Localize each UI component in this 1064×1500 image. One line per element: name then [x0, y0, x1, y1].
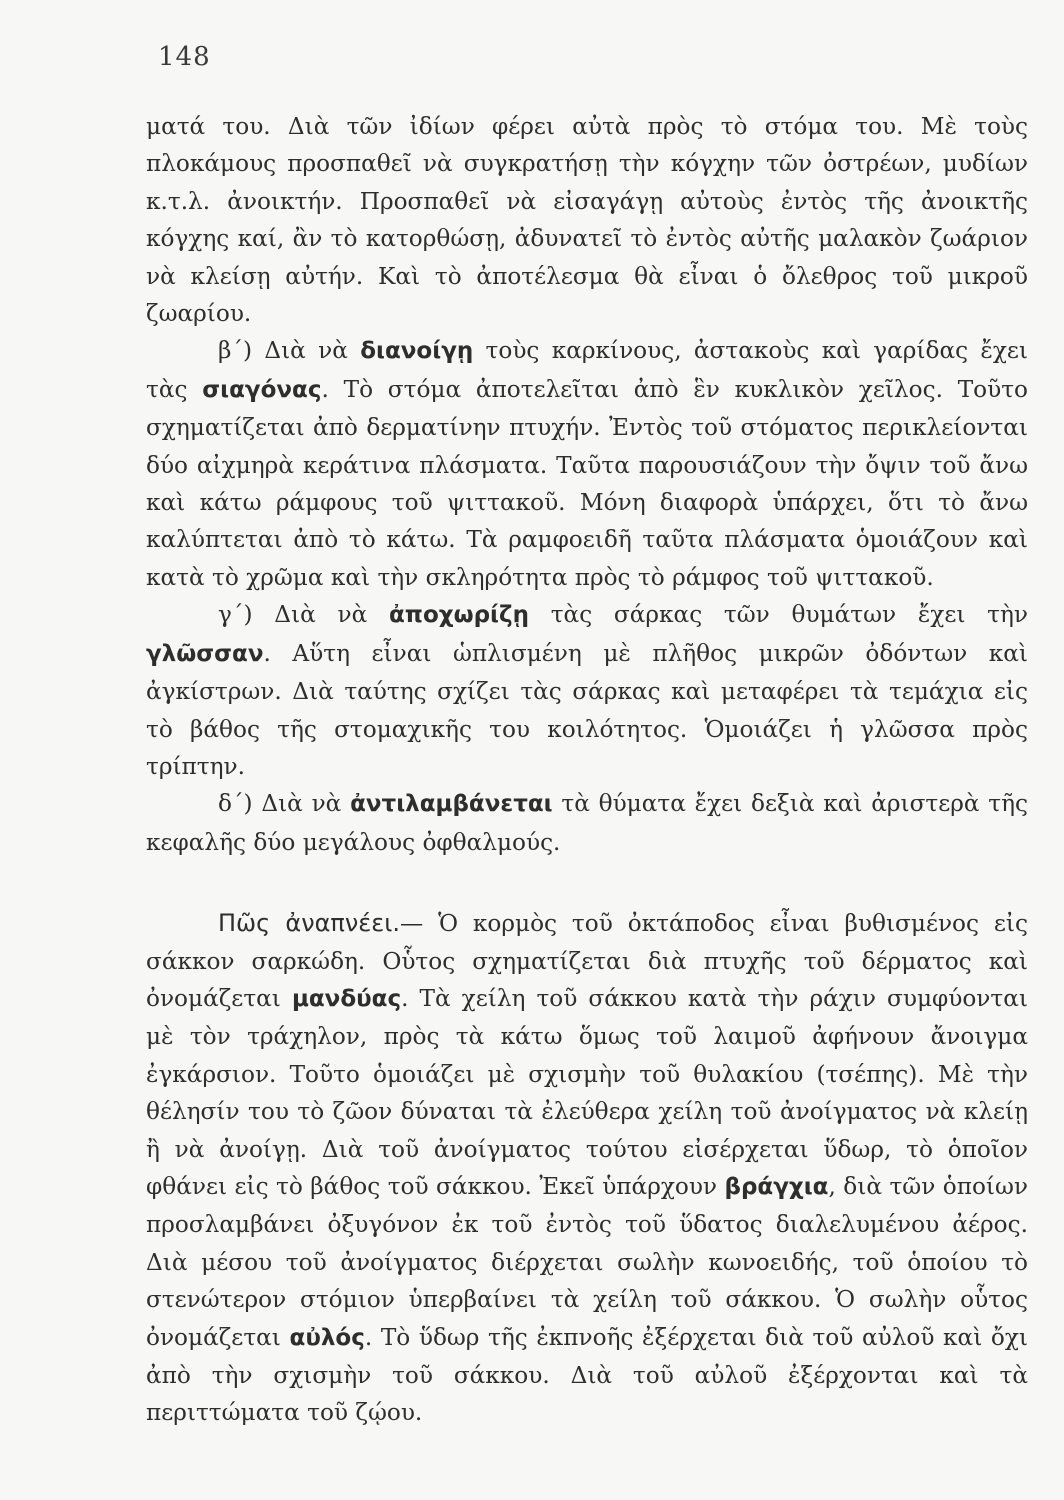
- text-segment: τὰ θύματα ἔχει δεξιὰ καὶ ἀριστερὰ τῆς κεφαλῆς δύο μεγάλους ὀφθαλμούς.: [146, 790, 1028, 856]
- text-segment: . Τὸ ὕδωρ τῆς ἐκπνοῆς ἐξέρχεται διὰ τοῦ αὐλοῦ καὶ ὄχι ἀπὸ τὴν σχισμὴν τοῦ σάκκου. Διὰ τοῦ αὐλοῦ ἐξέρχονται καὶ τὰ περιττώματα τοῦ ζῴου.: [146, 1323, 1029, 1427]
- bold-term: αὐλός: [289, 1324, 365, 1351]
- bold-term: σιαγόνας: [202, 376, 322, 403]
- section-heading: Πῶς ἀναπνέει.: [218, 909, 400, 938]
- text-segment: — Ὁ κορμὸς τοῦ ὀκτάποδος εἶναι βυθισμένος εἰς σάκκον σαρκώδη. Οὗτος σχηματίζεται διὰ πτυχῆς τοῦ δέρματος καὶ ὀνομάζεται: [146, 910, 1028, 1012]
- bold-term: μανδύας: [291, 985, 402, 1012]
- paragraph-p3: [146, 596, 1028, 785]
- text-segment: , διὰ τῶν ὁποίων προσλαμβάνει ὀξυγόνον ἐκ τοῦ ἐντὸς τοῦ ὕδατος διαλελυμένου ἀέρος. Διὰ μέσου τοῦ ἀνοίγματος διέρχεται σωλὴν κωνοειδής, τοῦ ὁποίου τὸ στενώτερον στόμιον ὑπερβαίνει τὰ χείλη τοῦ σάκκου. Ὁ σωλὴν οὗτος ὀνομάζεται: [146, 1172, 1028, 1351]
- text-body: [146, 108, 1028, 1432]
- text-segment: δ΄) Διὰ νὰ: [218, 790, 351, 818]
- bold-term: γλῶσσαν: [146, 640, 264, 667]
- text-segment: ματά του. Διὰ τῶν ἰδίων φέρει αὐτὰ πρὸς τὸ στόμα του. Μὲ τοὺς πλοκάμους προσπαθεῖ νὰ συγκρατήσῃ τὴν κόγχην τῶν ὀστρέων, μυδίων κ.τ.λ. ἀνοικτήν. Προσπαθεῖ νὰ εἰσαγάγῃ αὐτοὺς ἐντὸς τῆς ἀνοικτῆς κόγχης καί, ἂν τὸ κατορθώσῃ, ἀδυνατεῖ τὸ ἐντὸς αὐτῆς μαλακὸν ζωάριον νὰ κλείσῃ αὐτήν. Καὶ τὸ ἀποτέλεσμα θὰ εἶναι ὁ ὄλεθρος τοῦ μικροῦ ζωαρίου.: [146, 113, 1028, 328]
- paragraph-p2: [146, 332, 1028, 596]
- text-segment: . Τὸ στόμα ἀποτελεῖται ἀπὸ ἓν κυκλικὸν χεῖλος. Τοῦτο σχηματίζεται ἀπὸ δερματίνην πτυχήν. Ἐντὸς τοῦ στόματος περικλείονται δύο αἰχμηρὰ κεράτινα πλάσματα. Ταῦτα παρουσιάζουν τὴν ὄψιν τοῦ ἄνω καὶ κάτω ράμφους τοῦ ψιττακοῦ. Μόνη διαφορὰ ὑπάρχει, ὅτι τὸ ἄνω καλύπτεται ἀπὸ τὸ κάτω. Τὰ ραμφοειδῆ ταῦτα πλάσματα ὁμοιάζουν καὶ κατὰ τὸ χρῶμα καὶ τὴν σκληρότητα πρὸς τὸ ράμφος τοῦ ψιττακοῦ.: [146, 375, 1028, 591]
- text-segment: γ΄) Διὰ νὰ: [218, 601, 389, 629]
- text-segment: . Τὰ χείλη τοῦ σάκκου κατὰ τὴν ράχιν συμφύονται μὲ τὸν τράχηλον, πρὸς τὰ κάτω ὅμως τοῦ λαιμοῦ ἀφήνουν ἄνοιγμα ἐγκάρσιον. Τοῦτο ὁμοιάζει μὲ σχισμὴν τοῦ θυλακίου (τσέπης). Μὲ τὴν θέλησίν του τὸ ζῶον δύναται τὰ ἐλεύθερα χείλη τοῦ ἀνοίγματος νὰ κλείῃ ἢ νὰ ἀνοίγῃ. Διὰ τοῦ ἀνοίγματος τούτου εἰσέρχεται ὕδωρ, τὸ ὁποῖον φθάνει εἰς τὸ βάθος τοῦ σάκκου. Ἐκεῖ ὑπάρχουν: [146, 984, 1028, 1200]
- text-segment: τὰς σάρκας τῶν θυμάτων ἔχει τὴν: [528, 601, 1028, 629]
- text-segment: β΄) Διὰ νὰ: [218, 337, 361, 365]
- bold-term: ἀντιλαμβάνεται: [350, 791, 553, 818]
- bold-term: βράγχια: [724, 1173, 829, 1200]
- page-number: 148: [158, 42, 211, 72]
- text-segment: τοὺς καρκίνους, ἀστακοὺς καὶ γαρίδας ἔχει τὰς: [146, 337, 1028, 403]
- paragraph-p1: [146, 108, 1028, 332]
- paragraph-p4: [146, 785, 1028, 861]
- bold-term: ἀποχωρίζῃ: [388, 602, 529, 629]
- section-gap: [146, 861, 1028, 905]
- bold-term: διανοίγῃ: [360, 338, 474, 365]
- paragraph-p5: [146, 905, 1028, 1432]
- text-segment: . Αὕτη εἶναι ὡπλισμένη μὲ πλῆθος μικρῶν ὀδόντων καὶ ἀγκίστρων. Διὰ ταύτης σχίζει τὰς σάρκας καὶ μεταφέρει τὰ τεμάχια εἰς τὸ βάθος τῆς στομαχικῆς του κοιλότητος. Ὁμοιάζει ἡ γλῶσσα πρὸς τρίπτην.: [146, 639, 1028, 780]
